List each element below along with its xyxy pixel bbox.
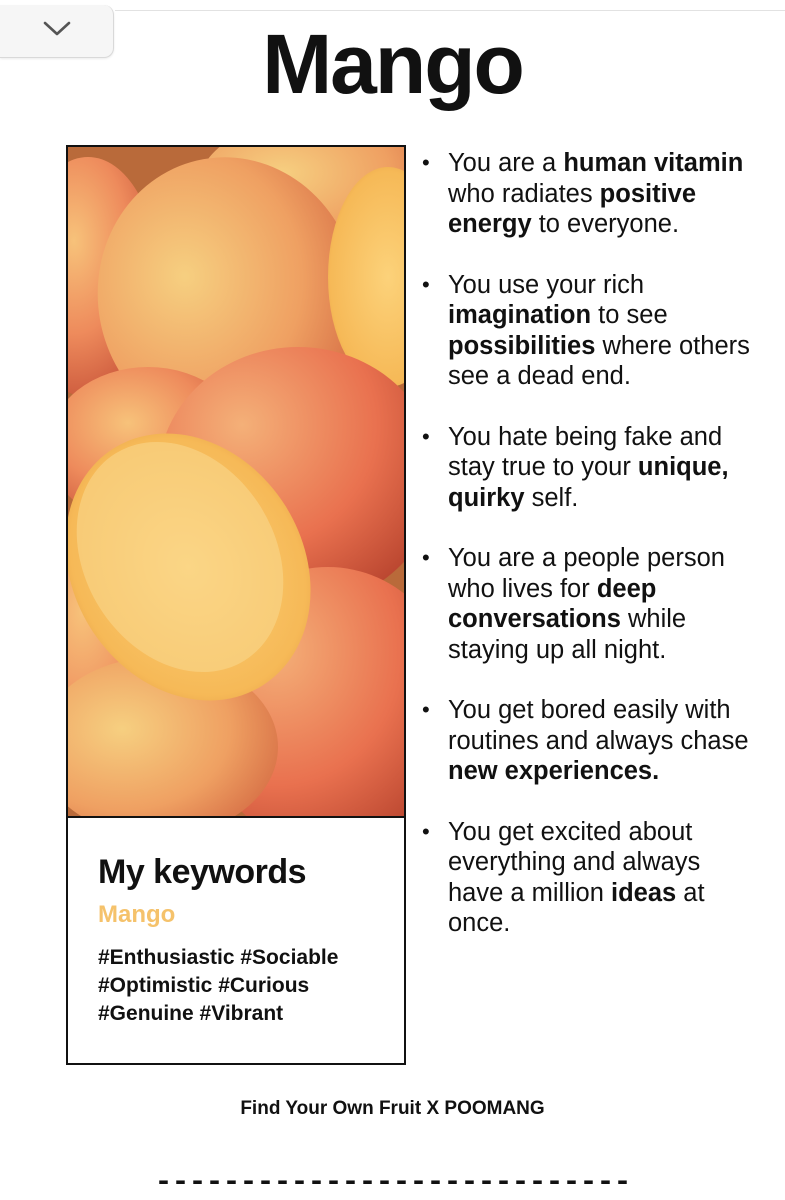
trait-text: who radiates <box>448 179 600 208</box>
trait-item <box>422 543 752 665</box>
trait-text: to everyone. <box>531 210 680 238</box>
page-title: Mango <box>262 17 523 111</box>
tag-line: #Genuine #Vibrant <box>98 1001 284 1025</box>
bullet-icon: • <box>422 545 430 570</box>
trait-highlight: deep conversations <box>448 574 657 633</box>
fruit-name: Mango <box>98 900 176 928</box>
bullet-icon: • <box>422 271 430 297</box>
tag-line: #Optimistic #Curious <box>98 973 310 997</box>
bullet-icon: • <box>422 697 430 722</box>
trait-highlight: imagination <box>448 301 592 329</box>
mango-photo <box>68 147 404 818</box>
trait-text: You get bored easily with routines and always chase <box>448 696 749 755</box>
trait-highlight: new experiences. <box>448 757 660 785</box>
keyword-card <box>66 145 406 1065</box>
trait-text: at once. <box>448 878 705 937</box>
trait-text: You use your rich <box>448 270 645 299</box>
trait-text: while staying up all night. <box>448 605 687 664</box>
trait-text: self. <box>524 483 579 512</box>
trait-item <box>422 148 752 240</box>
trait-text: You are a <box>448 149 564 177</box>
trait-list <box>422 148 752 939</box>
footer-credit: Find Your Own Fruit X POOMANG <box>240 1098 545 1119</box>
footer-divider: ---------------------------- <box>154 1166 631 1200</box>
trait-text: You hate being fake and stay true to your <box>448 422 723 481</box>
keywords-section <box>98 852 398 1028</box>
trait-item <box>422 695 752 787</box>
trait-highlight: ideas <box>611 878 677 907</box>
trait-text: You get excited about everything and always have a million <box>448 817 701 907</box>
trait-text: to see <box>591 301 668 329</box>
bullet-icon: • <box>422 150 430 175</box>
trait-highlight: unique, quirky <box>448 453 729 512</box>
trait-item <box>422 817 752 939</box>
trait-highlight: possibilities <box>448 331 596 360</box>
trait-highlight: positive energy <box>448 179 697 238</box>
keywords-heading: My keywords <box>98 853 307 891</box>
keyword-tags <box>98 944 398 1028</box>
trait-item <box>422 422 752 514</box>
trait-item <box>422 270 752 392</box>
trait-text: You are a people person who lives for <box>448 544 725 603</box>
tag-line: #Enthusiastic #Sociable <box>98 945 339 969</box>
trait-highlight: human vitamin <box>563 149 744 177</box>
top-divider <box>115 10 785 11</box>
bullet-icon: • <box>422 818 430 844</box>
trait-text: where others see a dead end. <box>448 331 750 390</box>
bullet-icon: • <box>422 423 430 449</box>
